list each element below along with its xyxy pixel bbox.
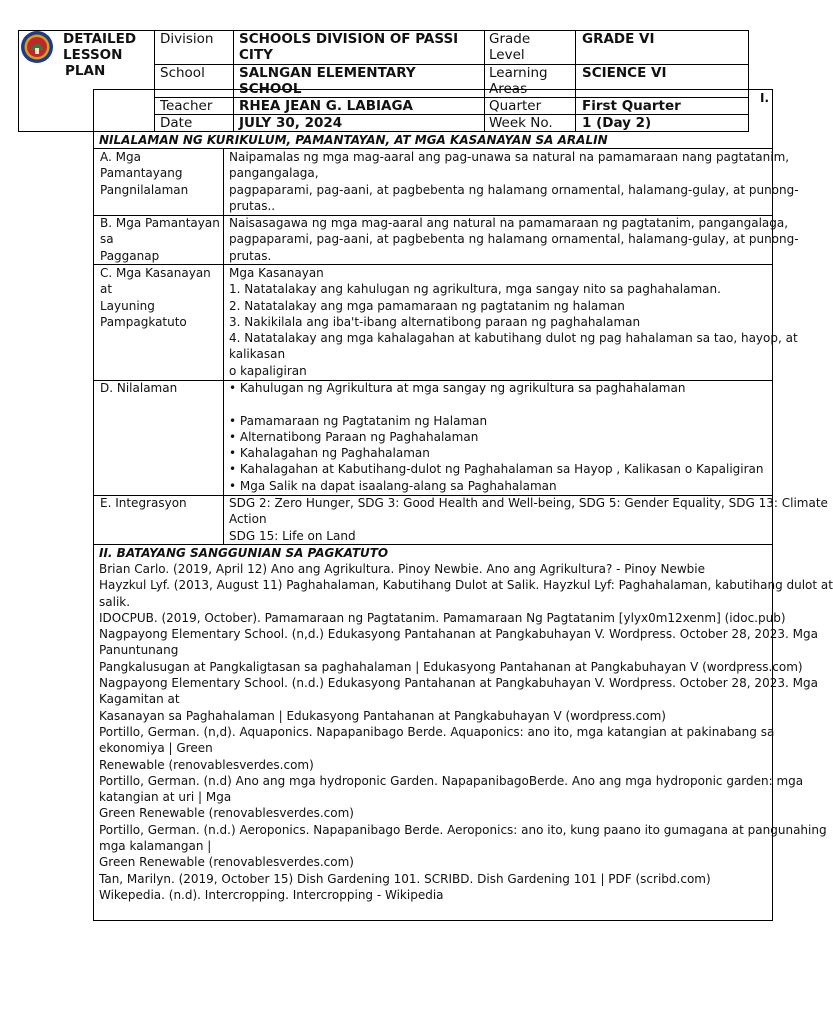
reference-line: Renewable (renovablesverdes.com) bbox=[99, 757, 314, 772]
reference-line: Pangkalusugan at Pangkaligtasan sa paghahalaman | Edukasyong Pantahanan at Pangkabuhayan V (wordpress.com) bbox=[99, 659, 803, 674]
references-list bbox=[99, 561, 833, 903]
reference-line: Portillo, German. (n.d) Ano ang mga hydroponic Garden. NapapanibagoBerde. Ano ang mga hydroponic garden: mga bbox=[99, 773, 804, 788]
reference-line: Green Renewable (renovablesverdes.com) bbox=[99, 855, 354, 870]
reference-line: Kasanayan sa Paghahalaman | Edukasyong Pantahanan at Pangkabuhayan V (wordpress.com) bbox=[99, 708, 666, 723]
row-b-label: B. Mga Pamantayan sa Pagganap bbox=[100, 216, 220, 263]
date-label: Date bbox=[160, 115, 193, 131]
teacher-label: Teacher bbox=[160, 98, 213, 114]
division-value: SCHOOLS DIVISION OF PASSI CITY bbox=[239, 31, 459, 63]
week-label: Week No. bbox=[489, 115, 553, 131]
row-c-label: C. Mga Kasanayan at Layuning Pampagkatuto bbox=[100, 266, 211, 329]
row-e-label: E. Integrasyon bbox=[100, 496, 187, 510]
reference-line: Nagpayong Elementary School. (n.d.) Edukasyong Pantahanan at Pangkabuhayan V. Wordpress. October 28, 2023. Mga bbox=[99, 676, 818, 691]
quarter-label: Quarter bbox=[489, 98, 542, 114]
reference-line: Nagpayong Elementary School. (n,d.) Edukasyong Pantahanan at Pangkabuhayan V. Wordpress. October 28, 2023. Mga bbox=[99, 627, 818, 642]
grade-label: Grade Level bbox=[489, 31, 531, 63]
row-d-content: • Kahulugan ng Agrikultura at mga sangay ng agrikultura sa paghahalaman • Pamamaraan ng Pagtatanim ng Halaman • Alternatibong Paraan ng Paghahalaman • Kahalagahan ng Paghahalaman • Kahalagahan at Kabutihang-dulot ng Paghahalaman sa Hayop , Kalikasan o Kapaligiran • Mga Salik na dapat isaalang-alang sa Paghahalaman bbox=[229, 381, 764, 493]
row-a-label: A. Mga Pamantayang Pangnilalaman bbox=[100, 150, 189, 197]
reference-line: Portillo, German. (n.d.) Aeroponics. Napapanibago Berde. Aeroponics: ano ito, kung paano ito gumagana at pangunahing bbox=[99, 822, 827, 837]
division-label: Division bbox=[160, 31, 214, 47]
reference-line: Panuntunang bbox=[99, 643, 179, 658]
school-value: SALNGAN ELEMENTARY SCHOOL bbox=[239, 65, 416, 97]
doc-type-title: DETAILED LESSON PLAN bbox=[63, 31, 137, 79]
section-marker: I. bbox=[760, 91, 770, 105]
learning-areas-value: SCIENCE VI bbox=[582, 65, 667, 81]
reference-line: ekonomiya | Green bbox=[99, 741, 213, 756]
date-value: JULY 30, 2024 bbox=[239, 115, 343, 131]
row-a-content: Naipamalas ng mga mag-aaral ang pag-unawa sa natural na pamamaraan nang pagtatanim, pangangalaga, pagpaparami, pag-aani, at pagbebenta ng halamang ornamental, halamang-gulay, at punong- prutas.. bbox=[229, 150, 799, 213]
reference-line: IDOCPUB. (2019, October). Pamamaraan ng Pagtatanim. Pamamaraan Ng Pagtatanim [ylyx0m12xenm] (idoc.pub) bbox=[99, 610, 786, 625]
quarter-value: First Quarter bbox=[582, 98, 681, 114]
week-value: 1 (Day 2) bbox=[582, 115, 652, 131]
reference-line: Wikepedia. (n.d). Intercropping. Intercropping - Wikipedia bbox=[99, 887, 444, 902]
section1-title: NILALAMAN NG KURIKULUM, PAMANTAYAN, AT MGA KASANAYAN SA ARALIN bbox=[99, 133, 608, 147]
grade-value: GRADE VI bbox=[582, 31, 655, 47]
row-d-label: D. Nilalaman bbox=[100, 381, 178, 395]
reference-line: salik. bbox=[99, 594, 131, 609]
reference-line: Portillo, German. (n,d). Aquaponics. Napapanibago Berde. Aquaponics: ano ito, mga katangian at pakinabang sa bbox=[99, 724, 775, 739]
reference-line: Hayzkul Lyf. (2013, August 11) Paghahalaman, Kabutihang Dulot at Salik. Hayzkul Lyf: Paghahalaman, kabutihang dulot at bbox=[99, 578, 833, 593]
reference-line: Tan, Marilyn. (2019, October 15) Dish Gardening 101. SCRIBD. Dish Gardening 101 | PDF (scribd.com) bbox=[99, 871, 711, 886]
section2-title: II. BATAYANG SANGGUNIAN SA PAGKATUTO bbox=[99, 546, 389, 560]
learning-areas-label: Learning Areas bbox=[489, 65, 548, 97]
reference-line: Brian Carlo. (2019, April 12) Ano ang Agrikultura. Pinoy Newbie. Ano ang Agrikultura? - Pinoy Newbie bbox=[99, 562, 705, 576]
teacher-value: RHEA JEAN G. LABIAGA bbox=[239, 98, 414, 114]
school-label: School bbox=[160, 65, 205, 81]
row-b-content: Naisasagawa ng mga mag-aaral ang natural na pamamaraan ng pagtatanim, pangangalaga, pagpaparami, pag-aani, at pagbebenta ng halamang ornamental, halamang-gulay, at punong- prutas. bbox=[229, 216, 799, 263]
reference-line: Kagamitan at bbox=[99, 692, 180, 707]
row-c-content: Mga Kasanayan 1. Natatalakay ang kahulugan ng agrikultura, mga sangay nito sa paghahalaman. 2. Natatalakay ang mga pamamaraan ng pagtatanim ng halaman 3. Nakikilala ang iba't-ibang alternatibong paraan ng paghahalaman 4. Natatalakay ang mga kahalagahan at kabutihang dulot ng pag hahalaman sa tao, hayop, at kalikasan o kapaligiran bbox=[229, 266, 798, 378]
reference-line: katangian at uri | Mga bbox=[99, 790, 232, 805]
row-e-content: SDG 2: Zero Hunger, SDG 3: Good Health and Well-being, SDG 5: Gender Equality, SDG 13: Climate Action SDG 15: Life on Land bbox=[229, 496, 828, 543]
reference-line: Green Renewable (renovablesverdes.com) bbox=[99, 806, 354, 821]
reference-line: mga kalamangan | bbox=[99, 839, 212, 854]
